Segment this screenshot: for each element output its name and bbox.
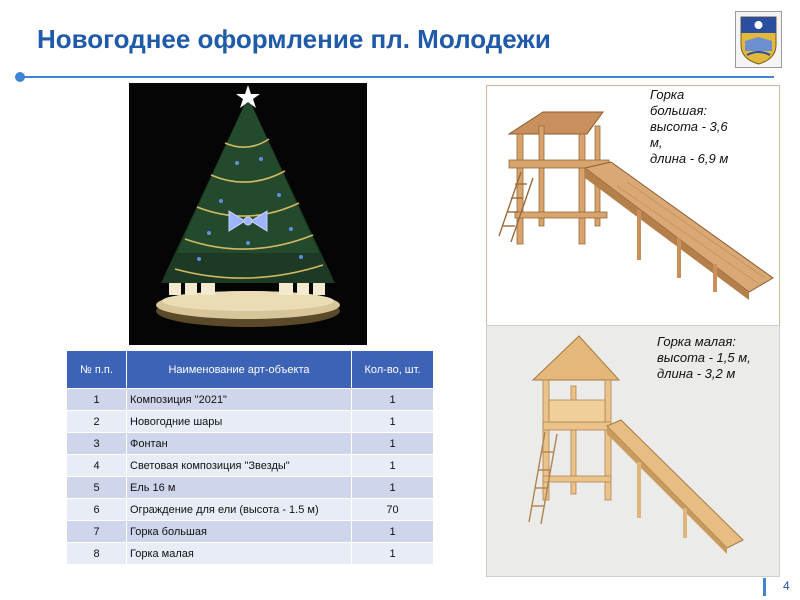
big-slide-caption: Горка большая: высота - 3,6 м, длина - 6,9 м xyxy=(650,87,729,166)
slide-title: Новогоднее оформление пл. Молодежи xyxy=(37,24,551,54)
row-quantity: 70 xyxy=(352,499,434,521)
header-quantity: Кол-во, шт. xyxy=(352,351,434,389)
row-quantity: 1 xyxy=(352,389,434,411)
christmas-tree-photo xyxy=(129,83,367,345)
header-name: Наименование арт-объекта xyxy=(127,351,352,389)
row-number: 4 xyxy=(67,455,127,477)
page-number: 4 xyxy=(783,579,790,593)
table-row xyxy=(67,411,434,433)
row-number: 5 xyxy=(67,477,127,499)
row-name: Композиция "2021" xyxy=(127,389,352,411)
row-name: Фонтан xyxy=(127,433,352,455)
row-number: 3 xyxy=(67,433,127,455)
row-name: Новогодние шары xyxy=(127,411,352,433)
row-number: 1 xyxy=(67,389,127,411)
row-number: 8 xyxy=(67,543,127,565)
table-row xyxy=(67,389,434,411)
city-coat-of-arms-icon xyxy=(735,11,782,68)
header-number: № п.п. xyxy=(67,351,127,389)
table-header-row xyxy=(67,351,434,389)
title-underline xyxy=(22,76,774,78)
row-quantity: 1 xyxy=(352,521,434,543)
table-row xyxy=(67,477,434,499)
row-number: 7 xyxy=(67,521,127,543)
table-row xyxy=(67,499,434,521)
row-quantity: 1 xyxy=(352,411,434,433)
row-name: Световая композиция "Звезды" xyxy=(127,455,352,477)
row-name: Ограждение для ели (высота - 1.5 м) xyxy=(127,499,352,521)
row-number: 6 xyxy=(67,499,127,521)
page-number-bar xyxy=(763,578,766,596)
art-objects-table xyxy=(66,350,434,565)
row-name: Горка малая xyxy=(127,543,352,565)
row-quantity: 1 xyxy=(352,433,434,455)
row-name: Горка большая xyxy=(127,521,352,543)
row-quantity: 1 xyxy=(352,477,434,499)
table-row xyxy=(67,455,434,477)
table-row xyxy=(67,521,434,543)
row-name: Ель 16 м xyxy=(127,477,352,499)
row-quantity: 1 xyxy=(352,455,434,477)
table-row xyxy=(67,543,434,565)
row-number: 2 xyxy=(67,411,127,433)
small-slide-caption: Горка малая: высота - 1,5 м, длина - 3,2 м xyxy=(657,334,751,381)
row-quantity: 1 xyxy=(352,543,434,565)
table-row xyxy=(67,433,434,455)
